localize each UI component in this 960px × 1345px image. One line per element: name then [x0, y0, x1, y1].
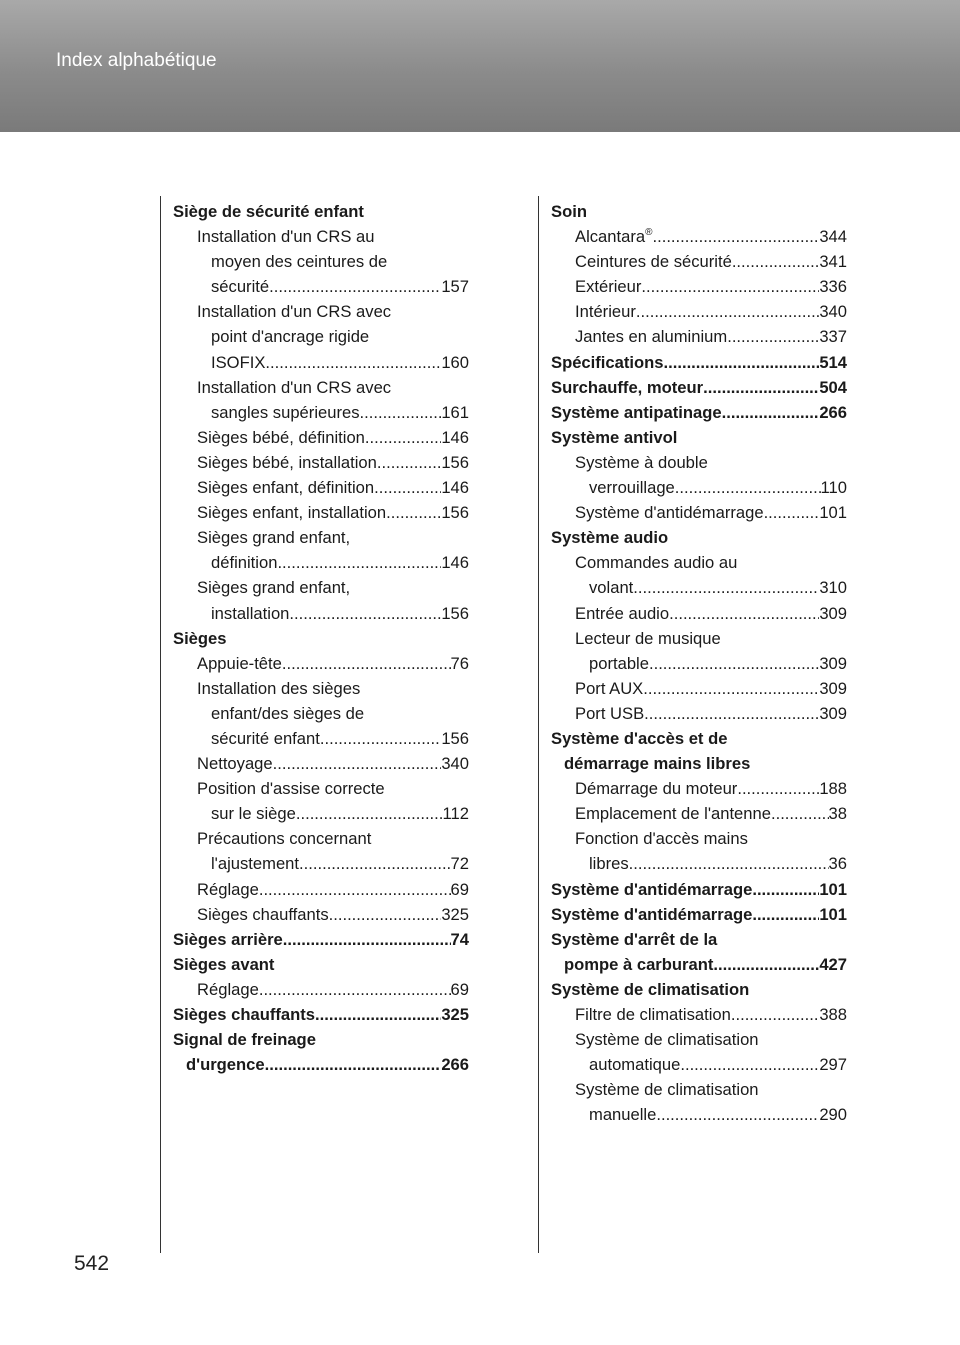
page-reference: 161	[441, 402, 469, 422]
dot-leader	[680, 1052, 819, 1077]
entry-text: Lecteur de musique	[575, 628, 721, 648]
page-reference: 110	[820, 478, 847, 498]
entry-text: sécurité enfant	[211, 728, 320, 748]
entry-text: Port USB	[575, 703, 645, 723]
dot-leader	[752, 902, 819, 927]
page-reference: 290	[819, 1105, 847, 1125]
index-entry	[551, 626, 847, 651]
index-heading	[551, 375, 847, 400]
dot-leader	[282, 651, 451, 676]
page-reference: 325	[441, 1005, 469, 1024]
index-entry	[173, 801, 469, 826]
entry-text: Réglage	[197, 979, 259, 999]
entry-text: installation	[211, 603, 290, 623]
entry-text: Siège de sécurité enfant	[173, 202, 364, 221]
page-reference: 160	[441, 352, 469, 372]
entry-text: point d'ancrage rigide	[211, 327, 370, 347]
index-entry	[173, 375, 469, 400]
page-reference: 309	[819, 603, 847, 623]
entry-text: Sièges enfant, définition	[197, 478, 375, 498]
page-reference: 266	[819, 402, 847, 422]
index-entry	[173, 851, 469, 876]
page-reference: 156	[441, 603, 469, 623]
dot-leader	[727, 324, 819, 349]
index-entry	[551, 1052, 847, 1077]
page-reference: 74	[450, 929, 469, 949]
dot-leader	[374, 475, 441, 500]
index-entry	[551, 224, 847, 249]
index-column-right	[551, 199, 847, 1127]
entry-text: Sièges enfant, installation	[197, 503, 387, 523]
page-reference: 514	[819, 352, 847, 372]
entry-text: automatique	[589, 1055, 681, 1075]
dot-leader	[269, 274, 441, 299]
dot-leader	[669, 601, 819, 626]
index-entry	[173, 601, 469, 626]
index-entry	[173, 877, 469, 902]
page-reference: 156	[441, 452, 469, 472]
index-entry	[173, 274, 469, 299]
entry-text: Commandes audio au	[575, 553, 738, 573]
page-reference: 101	[819, 904, 847, 924]
index-entry	[551, 1002, 847, 1027]
dot-leader	[289, 601, 441, 626]
index-heading	[173, 927, 469, 952]
entry-text: moyen des ceintures de	[211, 252, 388, 272]
dot-leader	[633, 575, 819, 600]
entry-text: Système audio	[551, 528, 669, 548]
index-entry	[173, 249, 469, 274]
index-heading	[551, 751, 847, 776]
dot-leader	[273, 751, 442, 776]
entry-text: Système d'arrêt de la	[551, 929, 718, 949]
index-entry	[173, 902, 469, 927]
page-reference: 427	[819, 954, 847, 974]
page-reference: 38	[828, 804, 847, 824]
entry-text: Ceintures de sécurité	[575, 252, 732, 272]
entry-text: Nettoyage	[197, 754, 273, 774]
page-reference: 36	[828, 854, 847, 874]
entry-text: Système à double	[575, 452, 708, 472]
entry-text: Sièges chauffants	[173, 1005, 316, 1024]
dot-leader	[329, 902, 442, 927]
page-reference: 156	[441, 503, 469, 523]
page-reference: 157	[441, 277, 469, 297]
page-reference: 325	[441, 904, 469, 924]
page-reference: 341	[819, 252, 847, 272]
page-reference: 156	[441, 728, 469, 748]
dot-leader	[649, 651, 819, 676]
page-reference: 69	[450, 879, 469, 899]
index-entry	[173, 676, 469, 701]
index-heading	[173, 1002, 469, 1027]
entry-text: Port AUX	[575, 678, 644, 698]
index-entry	[551, 475, 847, 500]
entry-text: Fonction d'accès mains	[575, 829, 748, 849]
entry-text: Entrée audio	[575, 603, 670, 623]
index-entry	[551, 1027, 847, 1052]
dot-leader	[315, 1002, 441, 1027]
entry-text: définition	[211, 553, 278, 573]
entry-text: sangles supérieures	[211, 402, 360, 422]
entry-text: enfant/des sièges de	[211, 703, 365, 723]
index-entry	[173, 977, 469, 1002]
index-entry	[551, 249, 847, 274]
dot-leader	[644, 701, 819, 726]
page-reference: 146	[441, 427, 469, 447]
entry-text: Appuie-tête	[197, 653, 282, 673]
index-heading	[173, 199, 469, 224]
page-reference: 69	[450, 979, 469, 999]
entry-text: volant	[589, 578, 634, 598]
dot-leader	[377, 450, 441, 475]
index-entry	[551, 1102, 847, 1127]
entry-text: sur le siège	[211, 804, 296, 824]
index-entry	[173, 425, 469, 450]
dot-leader	[652, 224, 819, 249]
page-header	[0, 0, 960, 132]
dot-leader	[296, 801, 443, 826]
entry-text: Sièges chauffants	[197, 904, 329, 924]
dot-leader	[320, 726, 441, 751]
dot-leader	[386, 500, 441, 525]
entry-text: Sièges grand enfant,	[197, 578, 351, 598]
index-column-left	[173, 199, 469, 1077]
page-reference: 309	[819, 653, 847, 673]
index-entry	[173, 550, 469, 575]
index-entry	[551, 1077, 847, 1102]
entry-text: démarrage mains libres	[564, 754, 751, 774]
entry-text: Système d'antidémarrage	[575, 503, 764, 523]
entry-text: portable	[589, 653, 649, 673]
index-entry	[551, 676, 847, 701]
entry-text: sécurité	[211, 277, 270, 297]
dot-leader	[259, 977, 451, 1002]
left-column-rule	[160, 196, 161, 1253]
index-heading	[551, 400, 847, 425]
index-heading	[173, 626, 469, 651]
entry-text: Installation d'un CRS au	[197, 227, 375, 247]
entry-text: Précautions concernant	[197, 829, 372, 849]
entry-text: Intérieur	[575, 302, 636, 322]
page-reference: 340	[441, 754, 469, 774]
index-entry	[551, 701, 847, 726]
page-reference: 112	[442, 804, 469, 824]
index-entry	[173, 475, 469, 500]
page-reference: 146	[441, 478, 469, 498]
index-entry	[551, 500, 847, 525]
index-entry	[551, 826, 847, 851]
dot-leader	[764, 500, 820, 525]
index-entry	[173, 350, 469, 375]
entry-text: Installation d'un CRS avec	[197, 302, 392, 322]
index-heading	[551, 902, 847, 927]
dot-leader	[299, 851, 451, 876]
entry-text: Installation d'un CRS avec	[197, 377, 392, 397]
entry-text: Démarrage du moteur	[575, 779, 738, 799]
entry-text: Emplacement de l'antenne	[575, 804, 771, 824]
index-heading	[173, 1027, 469, 1052]
index-entry	[551, 324, 847, 349]
entry-text: d'urgence	[186, 1055, 265, 1075]
entry-text: Sièges bébé, installation	[197, 452, 377, 472]
dot-leader	[277, 550, 441, 575]
dot-leader	[771, 801, 829, 826]
entry-text: Filtre de climatisation	[575, 1005, 731, 1024]
dot-leader	[265, 1052, 442, 1077]
index-entry	[173, 525, 469, 550]
entry-text: Système d'antidémarrage	[551, 904, 753, 924]
dot-leader	[731, 1002, 819, 1027]
entry-text: Système de climatisation	[551, 979, 750, 999]
dot-leader	[752, 877, 819, 902]
dot-leader	[732, 249, 820, 274]
page-reference: 310	[819, 578, 847, 598]
entry-text: Sièges arrière	[173, 929, 283, 949]
dot-leader	[641, 274, 819, 299]
entry-text: l'ajustement	[211, 854, 300, 874]
page-reference: 146	[441, 553, 469, 573]
index-entry	[173, 826, 469, 851]
dot-leader	[259, 877, 451, 902]
index-entry	[551, 801, 847, 826]
dot-leader	[643, 676, 819, 701]
page-reference: 309	[819, 678, 847, 698]
index-entry	[551, 851, 847, 876]
page-reference: 340	[819, 302, 847, 322]
entry-text: verrouillage	[589, 478, 675, 498]
page-reference: 336	[819, 277, 847, 297]
page-reference: 76	[450, 653, 469, 673]
dot-leader	[360, 400, 442, 425]
page-reference: 266	[441, 1055, 469, 1075]
entry-text: Sièges bébé, définition	[197, 427, 365, 447]
index-entry	[173, 450, 469, 475]
dot-leader	[703, 375, 819, 400]
index-heading	[173, 952, 469, 977]
index-heading	[551, 952, 847, 977]
entry-text: manuelle	[589, 1105, 657, 1125]
entry-text: Installation des sièges	[197, 678, 361, 698]
page-reference: 101	[819, 879, 847, 899]
dot-leader	[283, 927, 451, 952]
dot-leader	[636, 299, 819, 324]
index-entry	[551, 299, 847, 324]
index-entry	[173, 751, 469, 776]
page-reference: 297	[819, 1055, 847, 1075]
index-entry	[173, 500, 469, 525]
page-reference: 504	[819, 377, 847, 397]
entry-text: Extérieur	[575, 277, 642, 297]
entry-text: Sièges	[173, 628, 227, 648]
page-number: 542	[74, 1252, 110, 1275]
index-heading	[551, 726, 847, 751]
registered-mark: ®	[645, 227, 653, 239]
entry-text: pompe à carburant	[564, 954, 714, 974]
index-entry	[173, 701, 469, 726]
entry-text: Jantes en aluminium	[575, 327, 728, 347]
index-entry	[551, 450, 847, 475]
index-heading	[551, 350, 847, 375]
entry-text: Sièges grand enfant,	[197, 528, 351, 548]
entry-text: Spécifications	[551, 352, 664, 372]
index-entry	[173, 726, 469, 751]
entry-text: libres	[589, 854, 629, 874]
entry-text: Signal de freinage	[173, 1030, 316, 1050]
index-entry	[551, 550, 847, 575]
index-entry	[173, 776, 469, 801]
entry-text: Système de climatisation	[575, 1080, 759, 1100]
dot-leader	[365, 425, 441, 450]
dot-leader	[713, 952, 819, 977]
index-entry	[551, 651, 847, 676]
index-entry	[173, 651, 469, 676]
entry-text: Soin	[551, 202, 587, 221]
dot-leader	[265, 350, 441, 375]
entry-text: Surchauffe, moteur	[551, 377, 704, 397]
index-entry	[551, 601, 847, 626]
index-entry	[173, 400, 469, 425]
dot-leader	[675, 475, 821, 500]
entry-text: Alcantara®	[575, 227, 653, 247]
dot-leader	[737, 776, 819, 801]
index-entry	[551, 776, 847, 801]
page-reference: 309	[819, 703, 847, 723]
page-reference: 101	[819, 503, 847, 523]
entry-text: Système d'accès et de	[551, 728, 728, 748]
dot-leader	[629, 851, 829, 876]
index-heading	[551, 525, 847, 550]
index-heading	[551, 927, 847, 952]
index-entry	[173, 299, 469, 324]
entry-text: Sièges avant	[173, 954, 275, 974]
entry-text: Position d'assise correcte	[197, 779, 385, 799]
index-entry	[173, 324, 469, 349]
entry-text: Réglage	[197, 879, 259, 899]
entry-text: Système d'antidémarrage	[551, 879, 753, 899]
middle-column-rule	[538, 196, 539, 1253]
header-title: Index alphabétique	[56, 50, 217, 71]
page-reference: 72	[450, 854, 469, 874]
index-entry	[551, 575, 847, 600]
dot-leader	[664, 350, 820, 375]
index-heading	[551, 877, 847, 902]
index-entry	[551, 274, 847, 299]
dot-leader	[656, 1102, 819, 1127]
index-entry	[173, 575, 469, 600]
index-heading	[551, 199, 847, 224]
dot-leader	[722, 400, 820, 425]
index-heading	[173, 1052, 469, 1077]
page-reference: 344	[819, 227, 847, 247]
index-heading	[551, 425, 847, 450]
entry-text: Système antivol	[551, 427, 678, 447]
index-entry	[173, 224, 469, 249]
entry-text: Système antipatinage	[551, 402, 722, 422]
page-reference: 388	[819, 1005, 847, 1024]
index-heading	[551, 977, 847, 1002]
entry-text: ISOFIX	[211, 352, 266, 372]
page-reference: 337	[819, 327, 847, 347]
page-reference: 188	[819, 779, 847, 799]
entry-text: Système de climatisation	[575, 1030, 759, 1050]
